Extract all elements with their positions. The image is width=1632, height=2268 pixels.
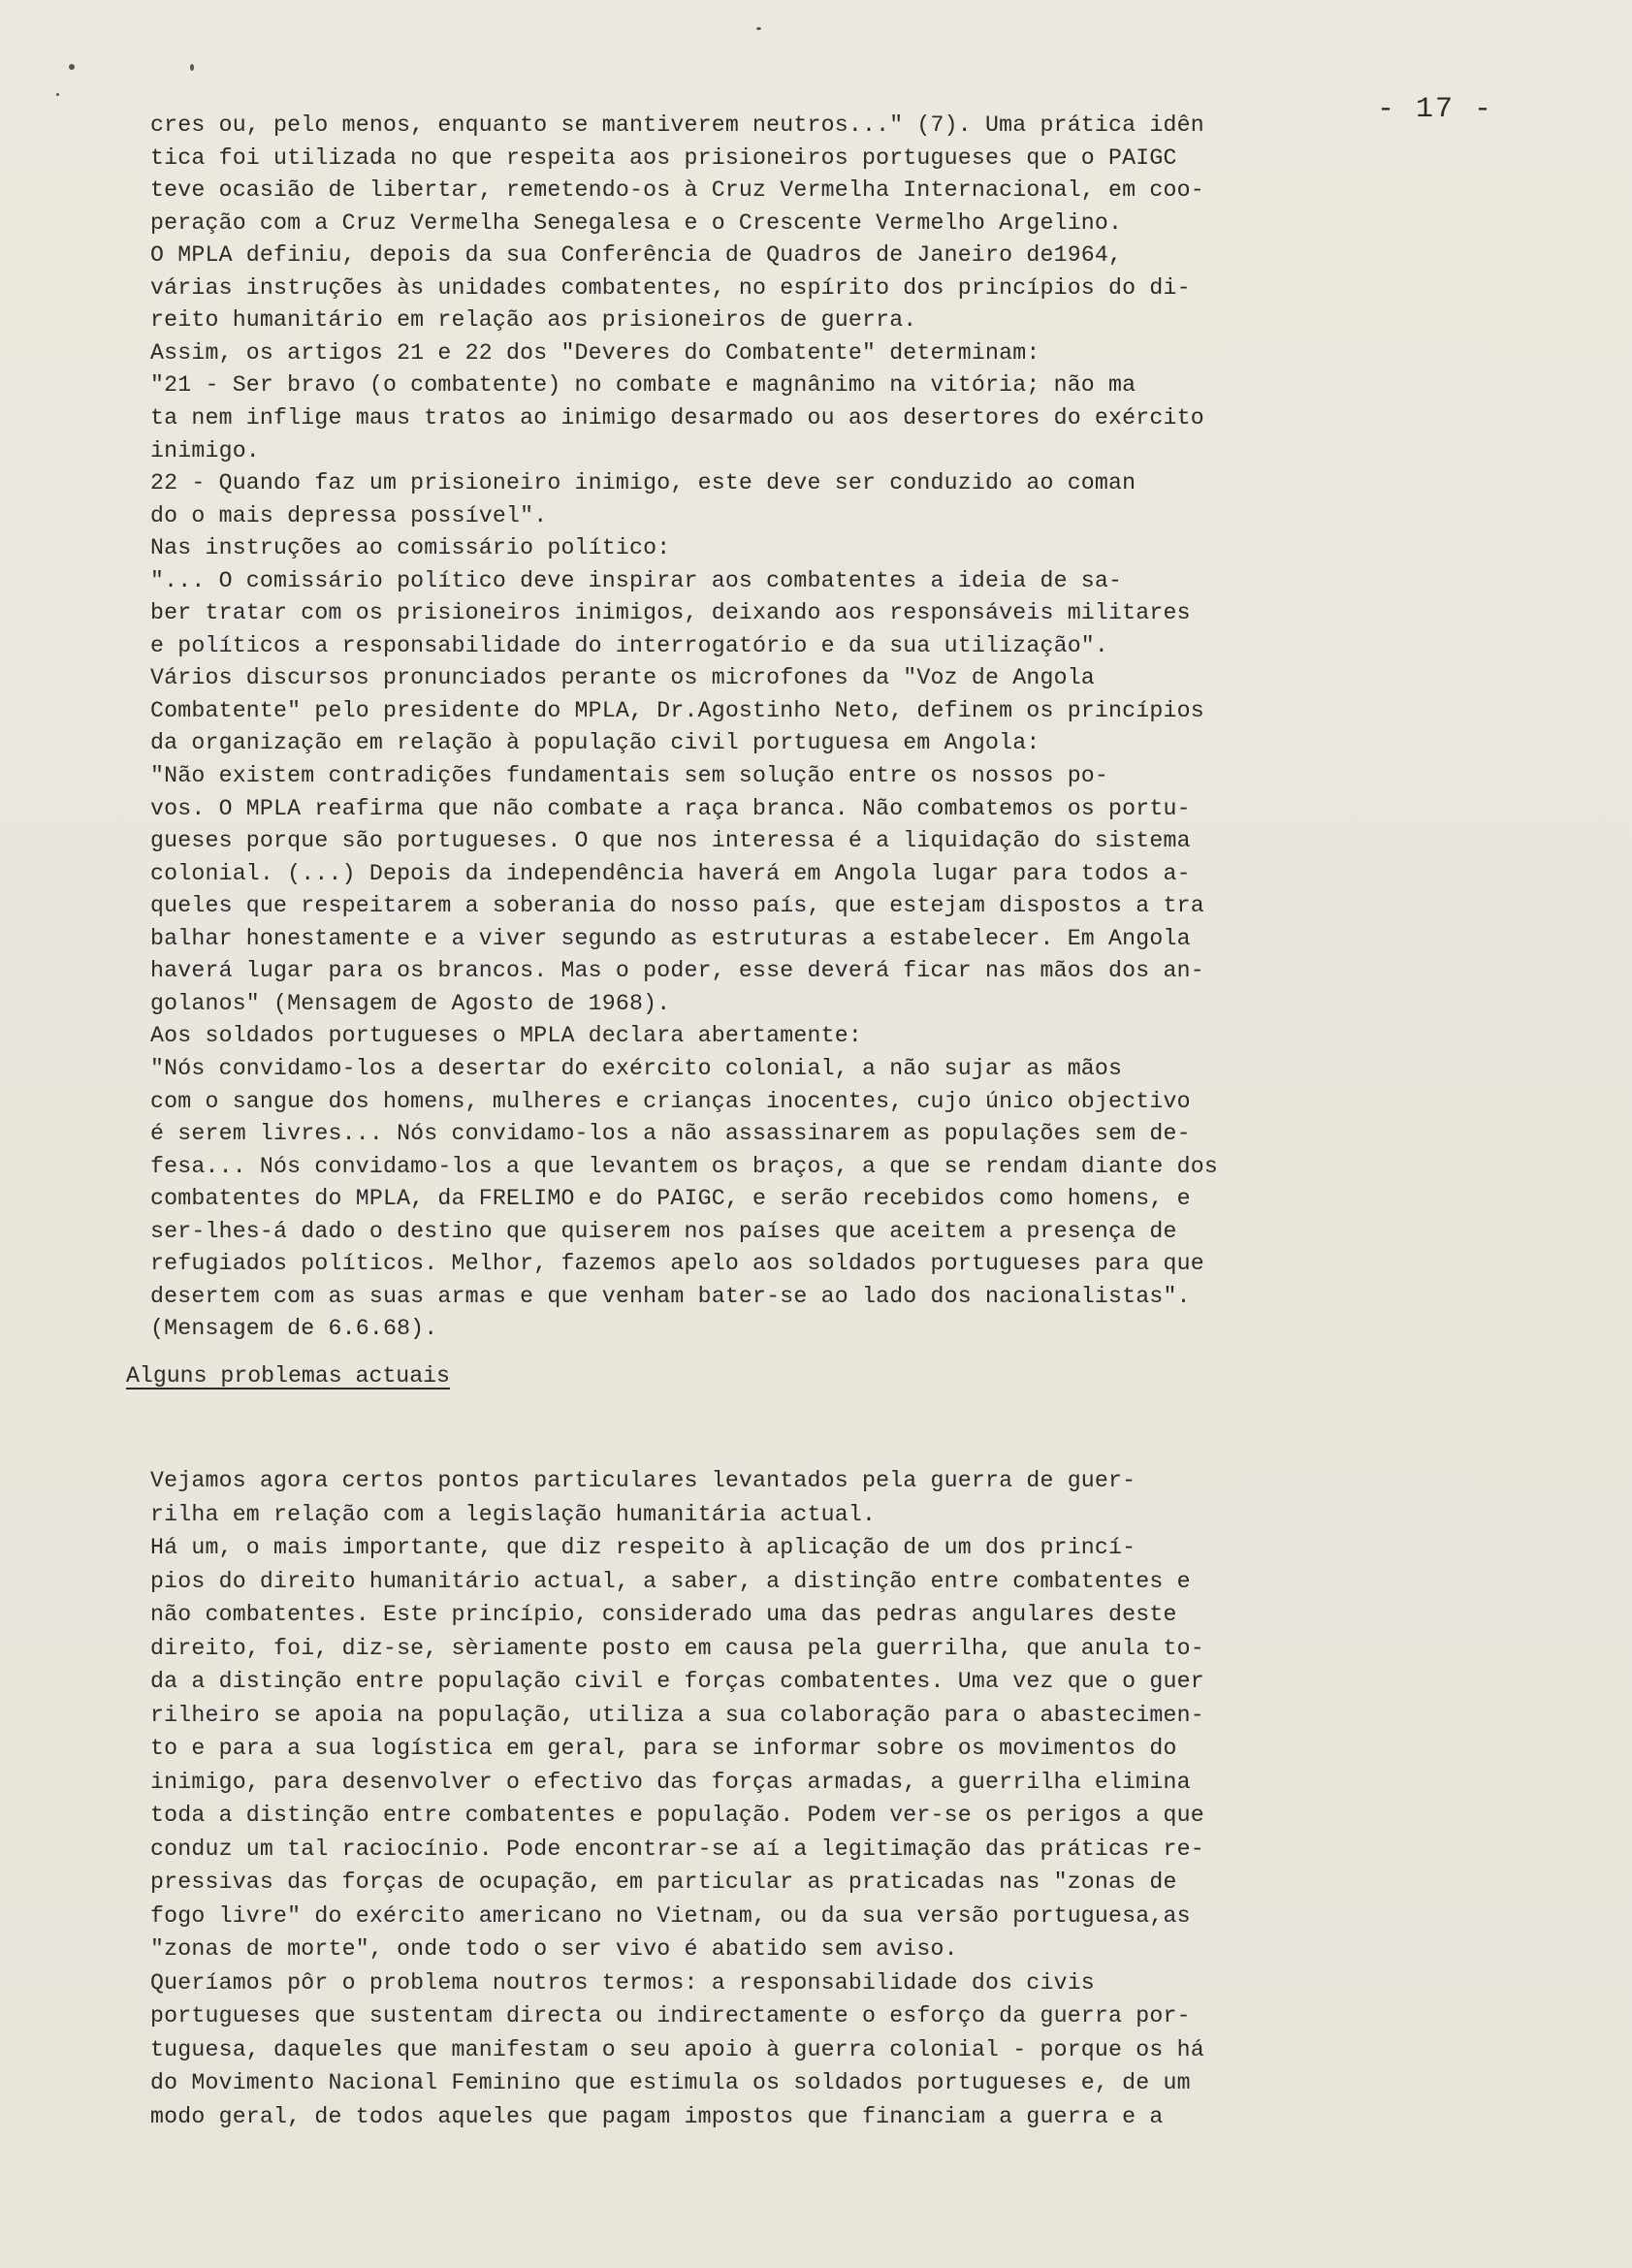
- text-line: fesa... Nós convidamo-los a que levantem os braços, a que se rendam diante dos: [150, 1153, 1218, 1179]
- ink-speck: [69, 64, 75, 70]
- text-line: Nas instruções ao comissário político:: [150, 535, 671, 561]
- text-line: O MPLA definiu, depois da sua Conferência de Quadros de Janeiro de1964,: [150, 242, 1123, 269]
- text-line: "zonas de morte", onde todo o ser vivo é abatido sem aviso.: [150, 1936, 958, 1962]
- text-line: desertem com as suas armas e que venham bater-se ao lado dos nacionalistas".: [150, 1283, 1191, 1309]
- text-line: fogo livre" do exército americano no Vietnam, ou da sua versão portuguesa,as: [150, 1902, 1191, 1929]
- text-line: ta nem inflige maus tratos ao inimigo desarmado ou aos desertores do exército: [150, 404, 1204, 431]
- text-line: Aos soldados portugueses o MPLA declara abertamente:: [150, 1023, 862, 1049]
- text-line: "... O comissário político deve inspirar aos combatentes a ideia de sa-: [150, 567, 1123, 593]
- text-line: Há um, o mais importante, que diz respeito à aplicação de um dos princí-: [150, 1535, 1136, 1560]
- text-line: refugiados políticos. Melhor, fazemos apelo aos soldados portugueses para que: [150, 1251, 1204, 1277]
- text-line: modo geral, de todos aqueles que pagam impostos que financiam a guerra e a: [150, 2103, 1164, 2129]
- text-line: reito humanitário em relação aos prisioneiros de guerra.: [150, 307, 917, 334]
- text-line: to e para a sua logística em geral, para se informar sobre os movimentos do: [150, 1736, 1177, 1761]
- text-line: do Movimento Nacional Feminino que estimula os soldados portugueses e, de um: [150, 2070, 1191, 2095]
- text-line: tuguesa, daqueles que manifestam o seu apoio à guerra colonial - porque os há: [150, 2036, 1204, 2062]
- text-line: é serem livres... Nós convidamo-los a não assassinarem as populações sem de-: [150, 1121, 1191, 1147]
- text-line: Vários discursos pronunciados perante os microfones da "Voz de Angola: [150, 665, 1095, 691]
- text-line: gueses porque são portugueses. O que nos interessa é a liquidação do sistema: [150, 828, 1191, 854]
- text-line: vos. O MPLA reafirma que não combate a raça branca. Não combatemos os portu-: [150, 795, 1191, 821]
- text-line: "21 - Ser bravo (o combatente) no combate e magnânimo na vitória; não ma: [150, 372, 1136, 399]
- text-line: Queríamos pôr o problema noutros termos: a responsabilidade dos civis: [150, 1969, 1095, 1996]
- text-line: haverá lugar para os brancos. Mas o poder, esse deverá ficar nas mãos dos an-: [150, 958, 1204, 984]
- page-number: - 17 -: [1377, 93, 1494, 126]
- text-line: colonial. (...) Depois da independência haverá em Angola lugar para todos a-: [150, 860, 1191, 886]
- text-line: Assim, os artigos 21 e 22 dos "Deveres do Combatente" determinam:: [150, 339, 1040, 366]
- ink-speck: [190, 64, 194, 71]
- text-line: Vejamos agora certos pontos particulares levantados pela guerra de guer-: [150, 1468, 1136, 1493]
- text-line: e políticos a responsabilidade do interrogatório e da sua utilização".: [150, 632, 1109, 658]
- text-line: (Mensagem de 6.6.68).: [150, 1316, 438, 1342]
- text-line: "Não existem contradições fundamentais sem solução entre os nossos po-: [150, 763, 1109, 788]
- text-line: não combatentes. Este princípio, considerado uma das pedras angulares deste: [150, 1602, 1177, 1627]
- text-line: com o sangue dos homens, mulheres e crianças inocentes, cujo único objectivo: [150, 1088, 1191, 1114]
- text-line: cres ou, pelo menos, enquanto se mantiverem neutros..." (7). Uma prática idên: [150, 112, 1204, 138]
- text-line: ser-lhes-á dado o destino que quiserem nos países que aceitem a presença de: [150, 1218, 1177, 1244]
- section-heading: Alguns problemas actuais: [126, 1363, 450, 1389]
- text-line: pressivas das forças de ocupação, em particular as praticadas nas "zonas de: [150, 1869, 1177, 1895]
- text-line: teve ocasião de libertar, remetendo-os à Cruz Vermelha Internacional, em coo-: [150, 177, 1204, 204]
- text-line: "Nós convidamo-los a desertar do exército colonial, a não sujar as mãos: [150, 1055, 1123, 1081]
- text-line: toda a distinção entre combatentes e população. Podem ver-se os perigos a que: [150, 1803, 1204, 1828]
- text-line: rilha em relação com a legislação humanitária actual.: [150, 1501, 877, 1527]
- ink-speck: [756, 27, 761, 30]
- text-line: golanos" (Mensagem de Agosto de 1968).: [150, 990, 671, 1016]
- text-line: 22 - Quando faz um prisioneiro inimigo, este deve ser conduzido ao coman: [150, 470, 1136, 496]
- text-line: combatentes do MPLA, da FRELIMO e do PAIGC, e serão recebidos como homens, e: [150, 1186, 1191, 1212]
- text-line: inimigo.: [150, 437, 260, 463]
- text-line: do o mais depressa possível".: [150, 502, 548, 528]
- text-line: tica foi utilizada no que respeita aos prisioneiros portugueses que o PAIGC: [150, 144, 1177, 171]
- text-line: balhar honestamente e a viver segundo as estruturas a estabelecer. Em Angola: [150, 925, 1191, 951]
- text-line: inimigo, para desenvolver o efectivo das forças armadas, a guerrilha elimina: [150, 1769, 1191, 1795]
- text-line: direito, foi, diz-se, sèriamente posto em causa pela guerrilha, que anula to-: [150, 1635, 1204, 1661]
- text-line: rilheiro se apoia na população, utiliza a sua colaboração para o abastecimen-: [150, 1702, 1204, 1728]
- text-line: ber tratar com os prisioneiros inimigos, deixando aos responsáveis militares: [150, 600, 1191, 626]
- text-line: da a distinção entre população civil e forças combatentes. Uma vez que o guer: [150, 1669, 1204, 1694]
- text-line: pios do direito humanitário actual, a saber, a distinção entre combatentes e: [150, 1568, 1191, 1594]
- text-line: peração com a Cruz Vermelha Senegalesa e o Crescente Vermelho Argelino.: [150, 209, 1123, 236]
- text-line: várias instruções às unidades combatentes, no espírito dos princípios do di-: [150, 274, 1191, 301]
- text-line: portugueses que sustentam directa ou indirectamente o esforço da guerra por-: [150, 2003, 1191, 2028]
- text-line: Combatente" pelo presidente do MPLA, Dr.Agostinho Neto, definem os princípios: [150, 697, 1204, 723]
- ink-speck: [56, 93, 59, 96]
- text-line: queles que respeitarem a soberania do nosso país, que estejam dispostos a tra: [150, 893, 1204, 919]
- text-line: conduz um tal raciocínio. Pode encontrar-se aí a legitimação das práticas re-: [150, 1836, 1204, 1862]
- text-line: da organização em relação à população civil portuguesa em Angola:: [150, 730, 1040, 756]
